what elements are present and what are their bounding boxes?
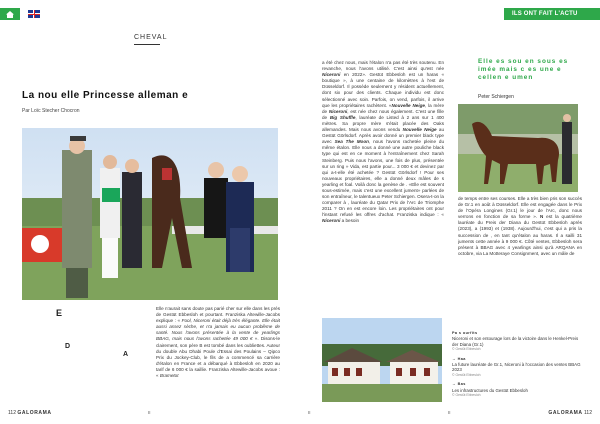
page-marker: II	[308, 410, 311, 415]
caption-item	[452, 382, 582, 398]
horse-portrait-photo	[458, 104, 578, 192]
winners-circle-photo	[22, 128, 278, 300]
photo-captions	[452, 331, 582, 402]
caption-text: Niceroni et son entourage lors de la victoire dans le Henkel-Preis der Diana (Gr.1)	[452, 336, 579, 347]
caption-credit: © Gestüt Ebbesloh	[452, 347, 481, 352]
caption-credit: © Gestüt Ebbesloh	[452, 372, 481, 377]
pull-quote: Elle es sou en sous es imée mais c es une e cellen e umen	[478, 58, 569, 81]
section-banner[interactable]: ILS ONT FAIT L'ACTU	[504, 8, 600, 20]
article-headline: La nou elle Princesse alleman e	[22, 90, 189, 101]
article-column-3: de temps entre ses courses. Elle a très bien pris son succès de Gr.1 en août à Düsseldorf. Elle est engagée dans le Prix de l'Opéra Longines (Gr.1) le jour de l'Arc, donc nous verrons en fonction de sa forme ». N est la quatrième lauréate du Preis der Diana du Gestüt Ebbesloh après (2023), a (1993) et (1938). Aujourd'hui, c'est qui a pris la succession de , en tant qu'étalon au haras. Il a sailli 31 juments cette année à 9 000 €. Côté ventes, Ebbesloh sera présent à BBAG avec 4 yearlings ainsi qu'à ARQANA en octobre, via La Motteraye Consignment, avec un mâle de	[458, 196, 582, 256]
caption-text: La future lauréate de Gr.1, Niceroni à l'occasion des ventes BBAG 2023	[452, 362, 581, 373]
dropcap-d: D	[65, 343, 71, 350]
caption-item	[452, 331, 582, 353]
top-nav-left	[0, 8, 40, 20]
brand-left: GALORAMA	[17, 410, 52, 416]
page-number-right: 112	[584, 410, 592, 416]
caption-text: Les infrastructures du Gestüt Ebbesloh	[452, 387, 528, 393]
caption-item	[452, 357, 582, 379]
article-column-2: a été chez nous, mais l'étalon n'a pas été très soutenu. En revanche, nous l'avons utilisé. C'est ainsi qu'est née Niceroni en 2022». Gestüt Ebbesloh est un haras « boutique », à une centaine de kilomètres à l'est de Düsseldorf. Il possède seulement y résident actuellement, dont six pour des clients. Chaque individu est donc sélectionné avec soin. Parfois, on vend, parfois, il arrive que les propriétaires rachètent. «Nouvelle Neige, la mère de Niceroni, est née chez nous également. C'est une fille de Big Shuffle, lauréate de Listed à 2 ans sur 1 400 mètres. Sa propre mère s'était placée des Oaks allemandes. Mais nous avons vendu Nouvelle Neige au Gestüt Görlsdorf. Après avoir donné un premier black type avec Sea The Moon, nous l'avons rachetée pleine du même étalon. Elle nous a donné une autre pouliche black type qui est en ce moment à l'entraînement chez Sarah Steinberg. Puis nous l'avons, une fois de plus, présentée sur un ring » Vida, est partie pour... 3 000 € et devinez par qui a-t-elle été achetée ? Gestüt Görlsdorf ! Pour ses nouveaux propriétaires, elle a donné deux mâles de s yearling et foal. Voilà donc la genèse de . «Elle est souvent sous-estimée, mais c'est une excellent jument» parlées de son entraîneur, le talentueux Peter Schiergen. Osera-t-on la comparer à , lauréate du Qatar Prix de l'Arc de Triomphe 2011 ? On en est encore loin. Les propriétaires ont pour l'instant refusé les offres d'achat. Franziska indique : « Niceroni a besoin	[322, 60, 444, 224]
stud-farm-photo	[322, 318, 442, 402]
uk-flag-icon[interactable]	[28, 10, 40, 18]
brand-right: GALORAMA	[548, 410, 583, 416]
page-marker: II	[148, 410, 151, 415]
home-icon	[6, 11, 14, 18]
article-column-1: Elle n'aurait sans doute pas parié cher sur elle dans les prés de Gestüt Ebbesloh et pourtant. Franziska Altewille-Jacobs explique : « Fool, Niceroni était déjà très élégante. Elle était aussi assez sèche, et n'a jamais eu aucun problème de santé. Nous l'avons présentée à la vente de yearlings BBAG, mais nous l'avons rachetée 49 000 € ». Disons-le clairement, son père B est tombé dans les oubliettes. Auteur du double Abu Dhabi Poule d'Essai des Poulains – Qipco Prix du Jockey-Club, le fils de a commencé sa carrière d'étalon en France et a débarqué à Ebbesloh en 2020 au tarif de 6 000 € la saillie. Franziska Altewille-Jacobs avoue : « Brametot	[156, 306, 280, 379]
footer-left	[8, 410, 52, 416]
dropcap-a: A	[123, 351, 129, 358]
section-tag: CHEVAL	[134, 34, 168, 41]
footer-right	[548, 410, 592, 416]
dropcap-e: E	[56, 308, 63, 318]
article-byline: Par Loïc Stecher Chocron	[22, 108, 80, 114]
caption-credit: © Gestüt Ebbesloh	[452, 393, 481, 398]
main-photo	[22, 128, 278, 300]
caption-title: → Bas	[452, 382, 466, 387]
yearling-photo	[458, 104, 578, 192]
farm-buildings-photo	[322, 318, 442, 402]
caption-title: Pa s ourfits	[452, 331, 478, 335]
pull-quote-author: Peter Schiergen	[478, 94, 514, 100]
caption-title: → Haa	[452, 356, 466, 361]
home-button[interactable]	[0, 8, 20, 20]
page-number-left: 112	[8, 410, 16, 416]
page-marker: II	[448, 410, 451, 415]
